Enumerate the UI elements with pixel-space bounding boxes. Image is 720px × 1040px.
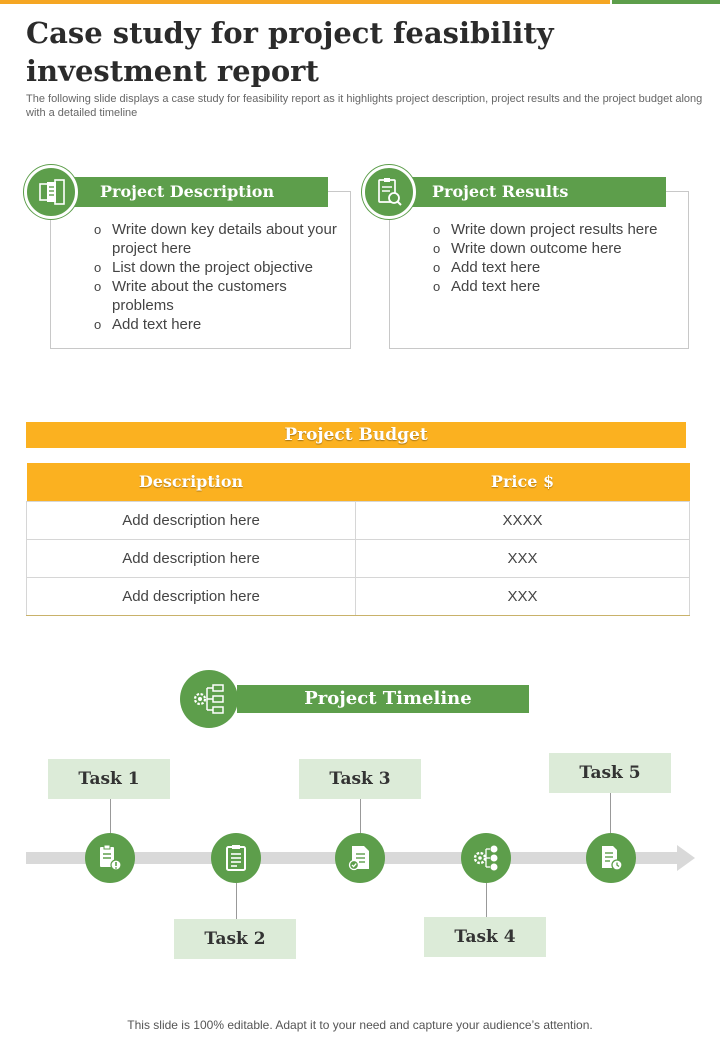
budget-title: Project Budget xyxy=(26,422,686,448)
top-accent-orange xyxy=(0,0,610,4)
task-connector xyxy=(110,798,111,833)
gear-checklist-icon xyxy=(461,833,511,883)
project-results-list xyxy=(433,220,678,296)
list-item: o Add text here xyxy=(433,277,678,296)
list-item: o Write down project results here xyxy=(433,220,678,239)
list-item: o List down the project objective xyxy=(94,258,339,277)
project-description-list xyxy=(94,220,339,334)
table-row xyxy=(27,501,690,539)
task-5-box: Task 5 xyxy=(549,753,671,793)
table-cell: Add description here xyxy=(27,501,356,539)
table-header-row xyxy=(27,463,690,501)
document-clock-icon xyxy=(586,833,636,883)
task-3-box: Task 3 xyxy=(299,759,421,799)
list-item: o Write down outcome here xyxy=(433,239,678,258)
task-4-box: Task 4 xyxy=(424,917,546,957)
document-check-icon xyxy=(335,833,385,883)
table-row xyxy=(27,539,690,577)
gear-flowchart-icon xyxy=(180,670,238,728)
project-description-heading: Project Description xyxy=(74,177,328,207)
footer-note: This slide is 100% editable. Adapt it to your need and capture your audience’s attention. xyxy=(127,1018,593,1032)
list-item: o Write down key details about your project here xyxy=(94,220,339,258)
timeline-heading: Project Timeline xyxy=(237,685,529,713)
column-header-description: Description xyxy=(27,463,356,501)
page-title: Case study for project feasibility investment report xyxy=(26,16,554,88)
document-pages-icon xyxy=(24,165,78,219)
clipboard-search-icon xyxy=(362,165,416,219)
table-cell: Add description here xyxy=(27,577,356,615)
table-cell: XXX xyxy=(356,577,690,615)
budget-table xyxy=(26,463,690,616)
timeline-arrow-head xyxy=(677,845,695,871)
clipboard-alert-icon xyxy=(85,833,135,883)
task-connector xyxy=(236,883,237,919)
table-row xyxy=(27,577,690,615)
task-connector xyxy=(360,798,361,833)
task-1-box: Task 1 xyxy=(48,759,170,799)
task-2-box: Task 2 xyxy=(174,919,296,959)
table-cell: XXX xyxy=(356,539,690,577)
column-header-price: Price $ xyxy=(356,463,690,501)
project-results-heading: Project Results xyxy=(410,177,666,207)
task-connector xyxy=(610,792,611,833)
table-cell: Add description here xyxy=(27,539,356,577)
clipboard-list-icon xyxy=(211,833,261,883)
task-connector xyxy=(486,883,487,917)
list-item: o Add text here xyxy=(94,315,339,334)
top-accent-green xyxy=(612,0,720,4)
list-item: o Write about the customers problems xyxy=(94,277,339,315)
page-subtitle: The following slide displays a case study for feasibility report as it highlights project description, project results and the project budget along with a detailed timeline xyxy=(26,93,703,119)
list-item: o Add text here xyxy=(433,258,678,277)
table-cell: XXXX xyxy=(356,501,690,539)
